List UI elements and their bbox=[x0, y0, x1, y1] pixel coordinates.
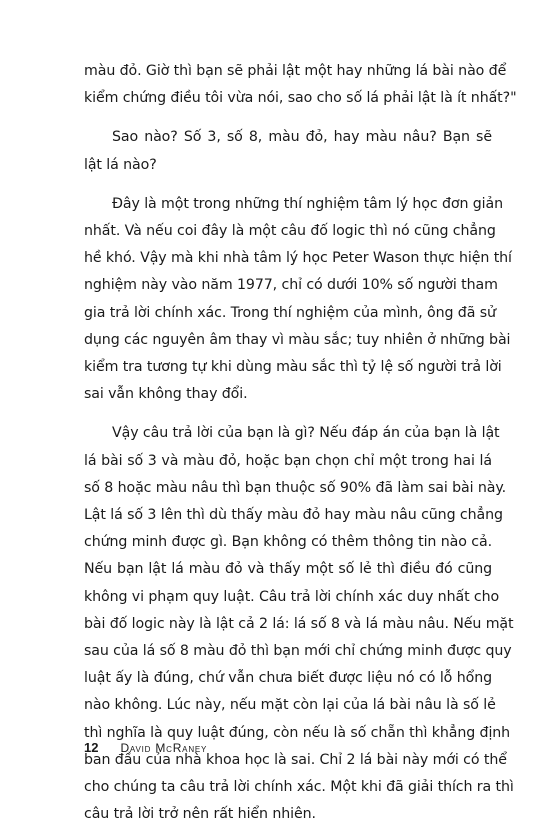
text-line: chứng minh được gì. Bạn không có thêm thông tin nào cả. bbox=[84, 534, 492, 551]
text-line: không vi phạm quy luật. Câu trả lời chính xác duy nhất cho bbox=[84, 588, 500, 605]
paragraph bbox=[84, 191, 512, 409]
text-line: lá bài số 3 và màu đỏ, hoặc bạn chọn chỉ một trong hai lá bbox=[84, 452, 492, 469]
running-footer-author: David McRaney bbox=[120, 741, 208, 755]
text-line: câu trả lời trở nên rất hiển nhiên. bbox=[84, 806, 316, 823]
page-number: 12 bbox=[84, 740, 99, 755]
paragraph-spacer bbox=[84, 112, 492, 124]
text-line: nghiệm này vào năm 1977, chỉ có dưới 10% số người tham bbox=[84, 277, 498, 294]
text-line: sau của lá số 8 màu đỏ thì bạn mới chỉ chứng minh được quy bbox=[84, 643, 512, 660]
paragraph bbox=[84, 420, 514, 828]
text-line: hề khó. Vậy mà khi nhà tâm lý học Peter Wason thực hiện thí bbox=[84, 250, 512, 267]
text-line: Đây là một trong những thí nghiệm tâm lý học đơn giản bbox=[112, 195, 504, 212]
text-line: màu đỏ. Giờ thì bạn sẽ phải lật một hay những lá bài nào để bbox=[84, 63, 507, 79]
text-line: sai vẫn không thay đổi. bbox=[84, 386, 248, 403]
page-footer bbox=[84, 740, 207, 755]
text-line: dụng các nguyên âm thay vì màu sắc; tuy nhiên ở những bài bbox=[84, 331, 511, 348]
text-line: cho chúng ta câu trả lời chính xác. Một khi đã giải thích ra thì bbox=[84, 779, 514, 796]
text-line: luật ấy là đúng, chứ vẫn chưa biết được liệu nó có lỗ hổng bbox=[84, 670, 493, 687]
text-line: kiểm chứng điều tôi vừa nói, sao cho số lá phải lật là ít nhất?" bbox=[84, 90, 517, 107]
text-line: Vậy câu trả lời của bạn là gì? Nếu đáp án của bạn là lật bbox=[112, 425, 500, 442]
text-line: lật lá nào? bbox=[84, 156, 157, 173]
paragraph bbox=[84, 124, 492, 178]
text-line: thì nghĩa là quy luật đúng, còn nếu là số chẵn thì khẳng định bbox=[84, 724, 511, 741]
text-line: bài đố logic này là lật cả 2 lá: lá số 8 và lá màu nâu. Nếu mặt bbox=[84, 615, 514, 632]
paragraph-spacer bbox=[84, 408, 492, 420]
text-line: nhất. Và nếu coi đây là một câu đố logic thì nó cũng chẳng bbox=[84, 223, 496, 240]
text-line: kiểm tra tương tự khi dùng màu sắc thì tỷ lệ số người trả lời bbox=[84, 359, 502, 376]
paragraph-spacer bbox=[84, 179, 492, 191]
body-text bbox=[84, 58, 517, 828]
text-line: nào không. Lúc này, nếu mặt còn lại của lá bài nâu là số lẻ bbox=[84, 697, 496, 714]
paragraph bbox=[84, 58, 517, 112]
text-line: số 8 hoặc màu nâu thì bạn thuộc số 90% đã làm sai bài này. bbox=[84, 479, 506, 496]
text-line: Sao nào? Số 3, số 8, màu đỏ, hay màu nâu? Bạn sẽ bbox=[112, 129, 492, 146]
text-line: ban đầu của nhà khoa học là sai. Chỉ 2 lá bài này mới có thể bbox=[84, 751, 507, 768]
text-line: gia trả lời chính xác. Trong thí nghiệm của mình, ông đã sử bbox=[84, 304, 496, 321]
text-line: Nếu bạn lật lá màu đỏ và thấy một số lẻ thì điều đó cũng bbox=[84, 561, 493, 578]
text-line: Lật lá số 3 lên thì dù thấy màu đỏ hay màu nâu cũng chẳng bbox=[84, 507, 503, 524]
